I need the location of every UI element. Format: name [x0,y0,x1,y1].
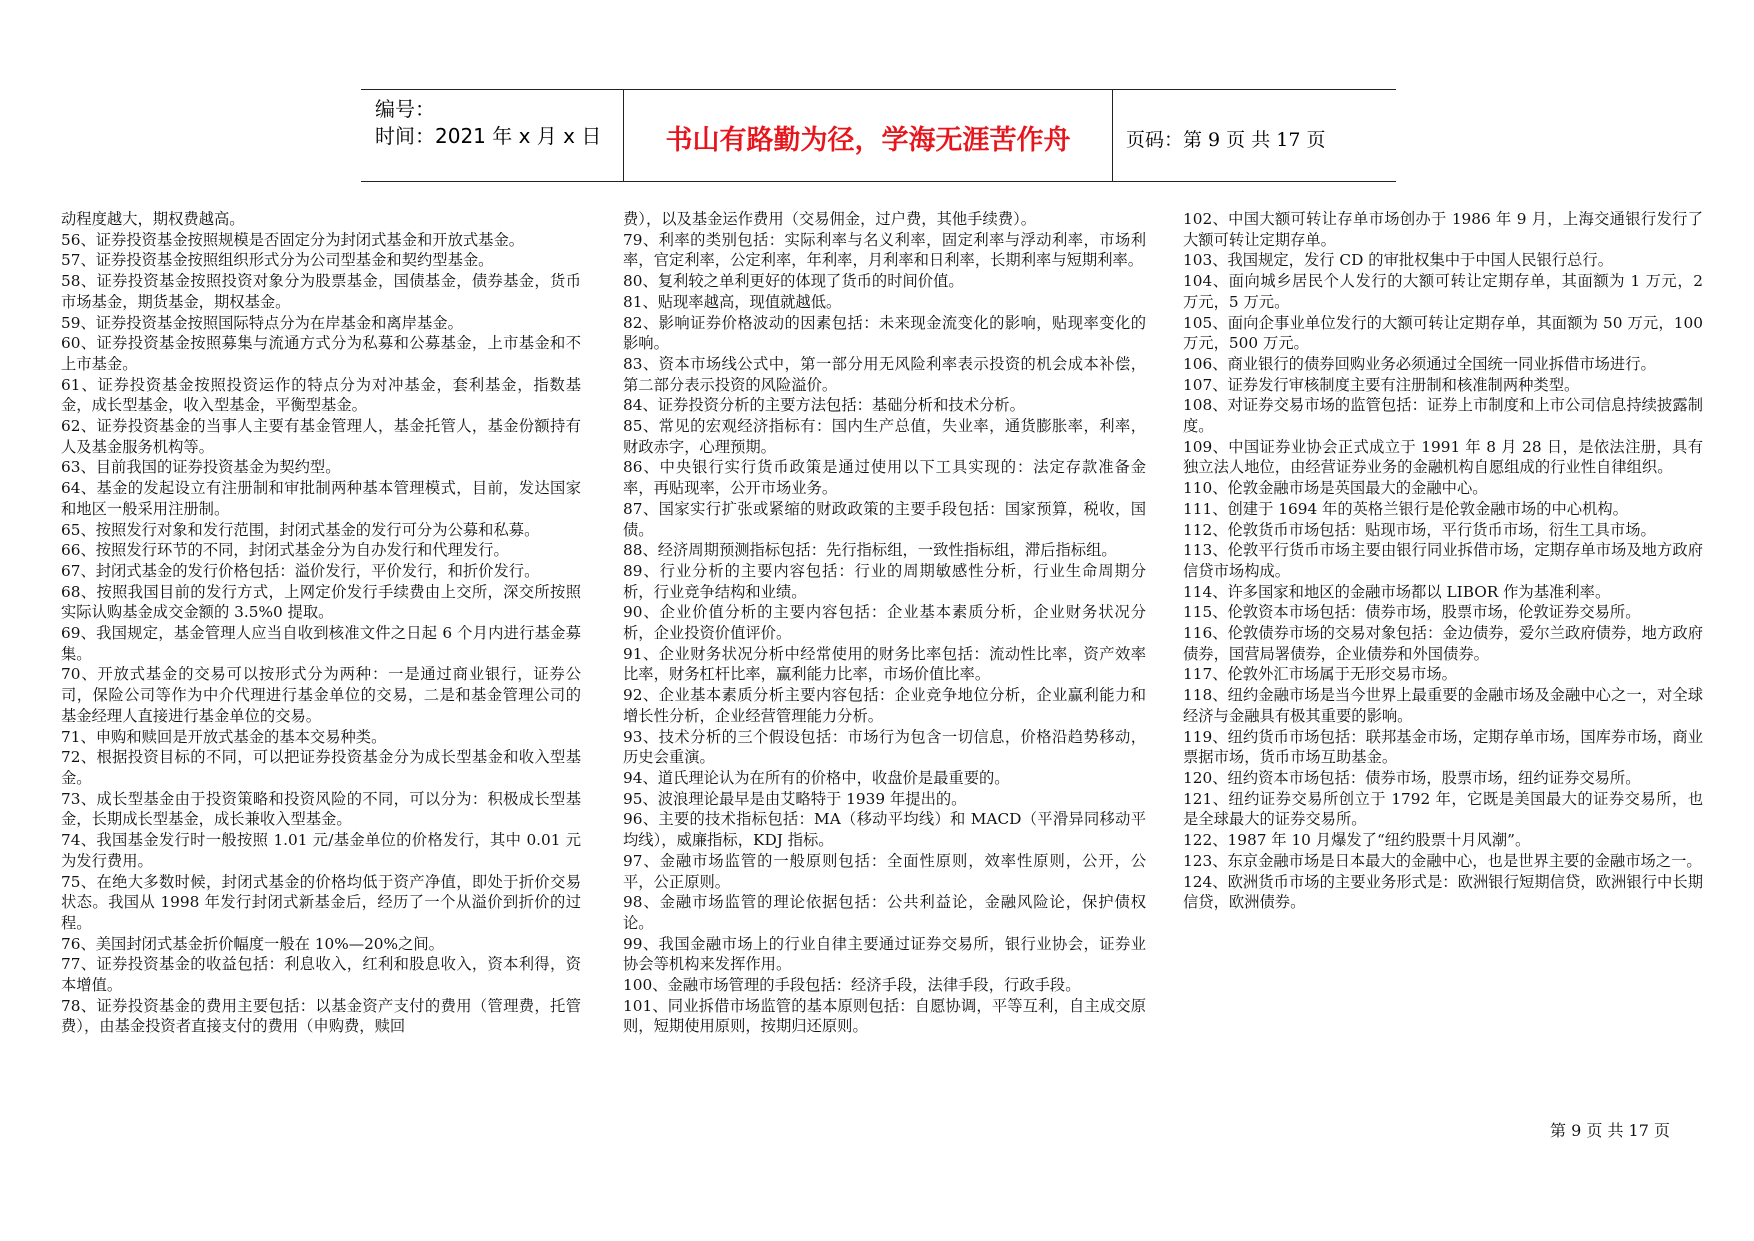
list-item: 109、中国证券业协会正式成立于 1991 年 8 月 28 日，是依法注册，具有独立法人地位，由经营证券业务的金融机构自愿组成的行业性自律组织。 [1183,437,1703,477]
list-item: 64、基金的发起设立有注册制和审批制两种基本管理模式，目前，发达国家和地区一般采用注册制。 [61,479,581,518]
list-item: 71、申购和赎回是开放式基金的基本交易种类。 [61,727,387,746]
list-item: 69、我国规定，基金管理人应当自收到核准文件之日起 6 个月内进行基金募集。 [61,624,581,663]
list-item: 90、企业价值分析的主要内容包括：企业基本素质分析，企业财务状况分析，企业投资价值评价。 [623,603,1146,643]
list-item: 70、开放式基金的交易可以按形式分为两种：一是通过商业银行，证券公司，保险公司等作为中介代理进行基金单位的交易，二是和基金管理公司的基金经理人直接进行基金单位的交易。 [61,665,581,725]
list-item: 动程度越大，期权费越高。 [61,210,245,228]
list-item: 86、中央银行实行货币政策是通过使用以下工具实现的：法定存款准备金率，再贴现率，公开市场业务。 [623,458,1146,498]
list-item: 74、我国基金发行时一般按照 1.01 元/基金单位的价格发行，其中 0.01 元为发行费用。 [61,831,581,870]
list-item: 113、伦敦平行货币市场主要由银行同业拆借市场，定期存单市场及地方政府信贷市场构成。 [1183,541,1703,580]
list-item: 116、伦敦债券市场的交易对象包括：金边债券，爱尔兰政府债券，地方政府债券，国营局署债券，企业债券和外国债券。 [1183,624,1703,663]
list-item: 107、证券发行审核制度主要有注册制和核准制两种类型。 [1183,375,1580,394]
list-item: 111、创建于 1694 年的英格兰银行是伦敦金融市场的中心机构。 [1183,499,1628,518]
list-item: 80、复利较之单利更好的体现了货币的时间价值。 [623,272,964,291]
list-item: 115、伦敦资本市场包括：债券市场，股票市场，伦敦证券交易所。 [1183,603,1641,622]
list-item: 122、1987 年 10 月爆发了“纽约股票十月风潮”。 [1183,831,1531,850]
list-item: 85、常见的宏观经济指标有：国内生产总值，失业率，通货膨胀率，利率，财政赤字，心理预期。 [623,417,1146,456]
list-item: 66、按照发行环节的不同，封闭式基金分为自办发行和代理发行。 [61,541,509,560]
list-item: 65、按照发行对象和发行范围，封闭式基金的发行可分为公募和私募。 [61,520,540,539]
list-item: 91、企业财务状况分析中经常使用的财务比率包括：流动性比率，资产效率比率，财务杠杆比率，赢利能力比率，市场价值比率。 [623,644,1146,684]
list-item: 61、证券投资基金按照投资运作的特点分为对冲基金，套利基金，指数基金，成长型基金，收入型基金，平衡型基金。 [61,375,581,415]
list-item: 76、美国封闭式基金折价幅度一般在 10%—20%之间。 [61,934,444,953]
list-item: 59、证券投资基金按照国际特点分为在岸基金和离岸基金。 [61,313,463,332]
list-item: 104、面向城乡居民个人发行的大额可转让定期存单，其面额为 1 万元，2 万元，5 万元。 [1183,272,1703,311]
list-item: 98、金融市场监管的理论依据包括：公共利益论，金融风险论，保护债权论。 [623,893,1146,932]
list-item: 84、证券投资分析的主要方法包括：基础分析和技术分析。 [623,396,1025,415]
text-column-left [61,209,581,1037]
list-item: 96、主要的技术指标包括：MA（移动平均线）和 MACD（平滑异同移动平均线），威廉指标，KDJ 指标。 [623,810,1146,850]
header-page-info: 页码：第 9 页 共 17 页 [1126,129,1326,151]
list-item: 58、证券投资基金按照投资对象分为股票基金，国债基金，债券基金，货币市场基金，期货基金，期权基金。 [61,272,581,311]
list-item: 63、目前我国的证券投资基金为契约型。 [61,458,341,477]
list-item: 103、我国规定，发行 CD 的审批权集中于中国人民银行总行。 [1183,251,1614,270]
list-item: 75、在绝大多数时候，封闭式基金的价格均低于资产净值，即处于折价交易状态。我国从 1998 年发行封闭式新基金后，经历了一个从溢价到折价的过程。 [61,872,581,932]
list-item: 105、面向企事业单位发行的大额可转让定期存单，其面额为 50 万元，100 万元，500 万元。 [1183,313,1703,353]
list-item: 97、金融市场监管的一般原则包括：全面性原则，效率性原则，公开，公平，公正原则。 [623,851,1146,891]
text-column-middle [623,209,1146,1037]
header-motto: 书山有路勤为径，学海无涯苦作舟 [665,125,1071,156]
list-item: 83、资本市场线公式中，第一部分用无风险利率表示投资的机会成本补偿，第二部分表示投资的风险溢价。 [623,354,1146,394]
list-item: 123、东京金融市场是日本最大的金融中心，也是世界主要的金融市场之一。 [1183,851,1702,870]
list-item: 79、利率的类别包括：实际利率与名义利率，固定利率与浮动利率，市场利率，官定利率，公定利率，年利率，月利率和日利率，长期利率与短期利率。 [623,230,1146,270]
list-item: 73、成长型基金由于投资策略和投资风险的不同，可以分为：积极成长型基金，长期成长型基金，成长兼收入型基金。 [61,789,581,829]
list-item: 108、对证券交易市场的监管包括：证券上市制度和上市公司信息持续披露制度。 [1183,396,1703,436]
header-bottom-rule [361,181,1396,182]
list-item: 100、金融市场管理的手段包括：经济手段，法律手段，行政手段。 [623,976,1081,995]
list-item: 60、证券投资基金按照募集与流通方式分为私募和公募基金，上市基金和不上市基金。 [61,334,581,373]
list-item: 89、行业分析的主要内容包括：行业的周期敏感性分析，行业生命周期分析，行业竞争结构和业绩。 [623,561,1146,601]
footer-page-info: 第 9 页 共 17 页 [1550,1121,1670,1140]
list-item: 106、商业银行的债券回购业务必须通过全国统一同业拆借市场进行。 [1183,354,1656,373]
list-item: 94、道氏理论认为在所有的价格中，收盘价是最重要的。 [623,768,1010,787]
list-item: 67、封闭式基金的发行价格包括：溢价发行，平价发行，和折价发行。 [61,561,540,580]
list-item: 95、波浪理论最早是由艾略特于 1939 年提出的。 [623,789,967,808]
list-item: 110、伦敦金融市场是英国最大的金融中心。 [1183,479,1488,498]
text-column-right [1183,209,1703,913]
list-item: 81、贴现率越高，现值就越低。 [623,292,842,311]
list-item: 112、伦敦货币市场包括：贴现市场，平行货币市场，衍生工具市场。 [1183,520,1656,539]
list-item: 78、证券投资基金的费用主要包括：以基金资产支付的费用（管理费，托管费），由基金投资者直接支付的费用（申购费，赎回 [61,996,581,1036]
document-time: 时间：2021 年 x 月 x 日 [375,124,602,148]
list-item: 117、伦敦外汇市场属于无形交易市场。 [1183,665,1457,684]
list-item: 82、影响证券价格波动的因素包括：未来现金流变化的影响，贴现率变化的影响。 [623,313,1146,353]
list-item: 120、纽约资本市场包括：债券市场，股票市场，纽约证券交易所。 [1183,768,1641,787]
list-item: 62、证券投资基金的当事人主要有基金管理人，基金托管人，基金份额持有人及基金服务机构等。 [61,417,581,456]
list-item: 费），以及基金运作费用（交易佣金，过户费，其他手续费）。 [623,210,1037,228]
header-top-rule [361,89,1396,90]
list-item: 101、同业拆借市场监管的基本原则包括：自愿协调，平等互利，自主成交原则，短期使用原则，按期归还原则。 [623,996,1146,1036]
header-divider-right [1112,89,1113,182]
list-item: 92、企业基本素质分析主要内容包括：企业竞争地位分析，企业赢利能力和增长性分析，企业经营管理能力分析。 [623,686,1146,725]
list-item: 124、欧洲货币市场的主要业务形式是：欧洲银行短期信贷，欧洲银行中长期信贷，欧洲债券。 [1183,872,1703,912]
list-item: 87、国家实行扩张或紧缩的财政政策的主要手段包括：国家预算，税收，国债。 [623,499,1146,539]
list-item: 102、中国大额可转让存单市场创办于 1986 年 9 月，上海交通银行发行了大额可转让定期存单。 [1183,210,1703,249]
list-item: 68、按照我国目前的发行方式，上网定价发行手续费由上交所，深交所按照实际认购基金成交金额的 3.5%0 提取。 [61,582,581,622]
list-item: 99、我国金融市场上的行业自律主要通过证券交易所，银行业协会，证券业协会等机构来发挥作用。 [623,934,1146,974]
document-number-label: 编号： [375,97,435,121]
list-item: 57、证券投资基金按照组织形式分为公司型基金和契约型基金。 [61,251,494,270]
list-item: 114、许多国家和地区的金融市场都以 LIBOR 作为基准利率。 [1183,582,1611,601]
list-item: 72、根据投资目标的不同，可以把证券投资基金分为成长型基金和收入型基金。 [61,748,581,787]
list-item: 93、技术分析的三个假设包括：市场行为包含一切信息，价格沿趋势移动，历史会重演。 [623,727,1146,767]
list-item: 56、证券投资基金按照规模是否固定分为封闭式基金和开放式基金。 [61,230,525,249]
list-item: 118、纽约金融市场是当今世界上最重要的金融市场及金融中心之一，对全球经济与金融具有极其重要的影响。 [1183,686,1703,725]
list-item: 77、证券投资基金的收益包括：利息收入，红利和股息收入，资本利得，资本增值。 [61,955,581,995]
list-item: 119、纽约货币市场包括：联邦基金市场，定期存单市场，国库券市场，商业票据市场，货币市场互助基金。 [1183,727,1703,767]
list-item: 88、经济周期预测指标包括：先行指标组，一致性指标组，滞后指标组。 [623,541,1117,560]
list-item: 121、纽约证券交易所创立于 1792 年，它既是美国最大的证券交易所，也是全球最大的证券交易所。 [1183,789,1703,829]
